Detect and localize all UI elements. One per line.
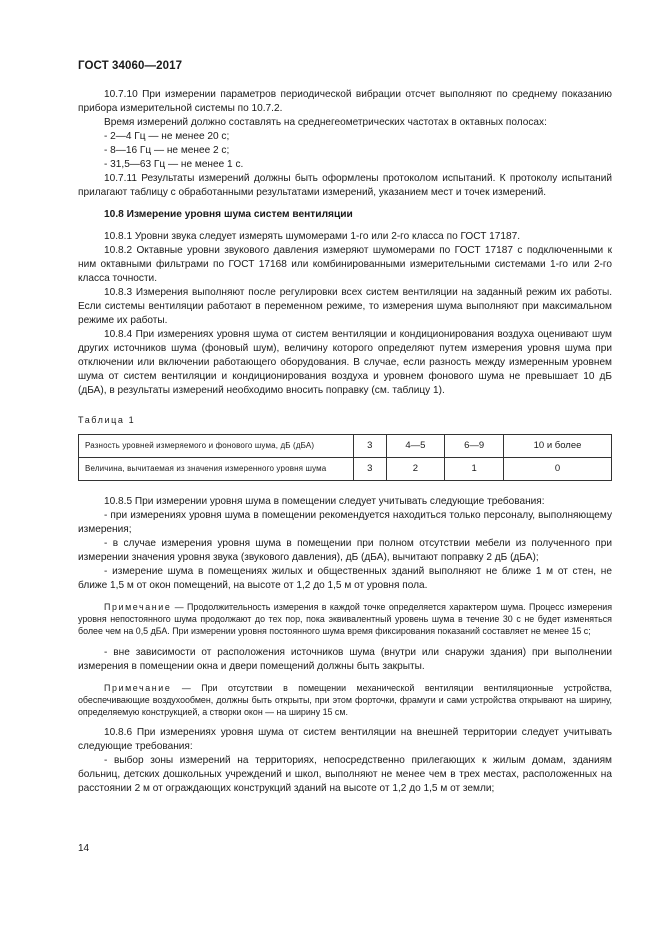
table-cell: 2: [386, 458, 445, 481]
list-item: - 31,5—63 Гц — не менее 1 с.: [104, 159, 244, 170]
table-cell: 0: [504, 458, 612, 481]
paragraph-10-8-6: 10.8.6 При измерениях уровня шума от систем вентиляции на внешней территории следует учитывать следующие требования:: [78, 727, 612, 753]
paragraph-10-7-10: 10.7.10 При измерении параметров периодической вибрации отсчет выполняют по среднему показанию прибора измерительной системы по 10.7.2.: [78, 89, 612, 114]
paragraph-10-8-5: 10.8.5 При измерении уровня шума в помещении следует учитывать следующие требования:: [104, 496, 545, 507]
table-cell: 3: [354, 458, 387, 481]
paragraph-10-8-3: 10.8.3 Измерения выполняют после регулировки всех систем вентиляции на заданный режим их работы. Если системы вентиляции работают в переменном режиме, то измерения шума выполняют при максимальном режиме их работы.: [78, 287, 612, 326]
page-number: 14: [78, 843, 90, 854]
table-row: [79, 435, 612, 458]
list-item: - измерение шума в помещениях жилых и общественных зданий выполняют не ближе 1 м от стен, не ближе 1,5 м от окон помещений, на высоте от 1,2 до 1,5 м от уровня пола.: [78, 566, 612, 591]
paragraph-10-7-11: 10.7.11 Результаты измерений должны быть оформлены протоколом испытаний. К протоколу испытаний прилагают таблицу с обработанными результатами измерений, указанием мест и точек измерений.: [78, 173, 612, 198]
note-text: Продолжительность измерения в каждой точке определяется характером шума. Процесс измерения уровня непостоянного шума продолжают до тех пор, пока эквивалентный уровень шума в течение 30 с не будет изменяться более чем на 0,5 дБА. При измерении уровня постоянного шума время фиксирования показаний составляет не менее 15 с;: [78, 602, 613, 637]
list-item: - в случае измерения уровня шума в помещении при полном отсутствии мебели из полученного при измерении значения уровня звука (звукового давления), дБ (дБА), вычитают поправку 2 дБ (дБА);: [78, 538, 612, 563]
table-cell: 6—9: [445, 435, 504, 458]
list-item: - выбор зоны измерений на территориях, непосредственно прилегающих к жилым домам, зданиям больниц, детских дошкольных учреждений и школ, выполняют не менее чем в трех местах, расположенных на расстоянии 2 м от ограждающих конструкций зданий на высоте от 1,2 до 1,5 м от земли;: [78, 755, 612, 795]
list-item: - 8—16 Гц — не менее 2 с;: [104, 145, 230, 156]
table-cell: 10 и более: [504, 435, 612, 458]
table-cell: 4—5: [386, 435, 445, 458]
note-dash: —: [171, 602, 187, 612]
table-cell-label: Величина, вычитаемая из значения измеренного уровня шума: [79, 458, 354, 481]
paragraph-measurement-time: Время измерений должно составлять на среднегеометрических частотах в октавных полосах:: [104, 117, 547, 128]
table-cell-label: Разность уровней измеряемого и фонового шума, дБ (дБА): [79, 435, 354, 458]
paragraph-10-8-4: 10.8.4 При измерениях уровня шума от систем вентиляции и кондиционирования воздуха оценивают шум других источников шума (фоновый шум), величину которого определяют путем измерения уровня шума при отключении или включении работающего оборудования. В случае, если разность между измеренным уровнем шума от систем вентиляции и кондиционирования воздуха и уровнем фонового шума не превышает 10 дБ (дБА), в результаты измерений необходимо вносить поправку (см. таблицу 1).: [78, 329, 612, 396]
note-dash: —: [171, 682, 202, 693]
table-caption: Таблица 1: [78, 415, 136, 425]
table-row: [79, 458, 612, 481]
table-cell: 1: [445, 458, 504, 481]
correction-table: [78, 434, 612, 481]
note: [78, 601, 612, 638]
note: [78, 682, 612, 719]
note-label: Примечание: [104, 682, 172, 693]
document-header: ГОСТ 34060—2017: [78, 60, 183, 72]
section-heading: 10.8 Измерение уровня шума систем вентиляции: [104, 209, 353, 220]
list-item: - при измерениях уровня шума в помещении рекомендуется находиться только персоналу, выполняющему измерения;: [78, 510, 612, 535]
document-body: [78, 88, 612, 796]
note-label: Примечание: [104, 602, 172, 612]
paragraph-10-8-1: 10.8.1 Уровни звука следует измерять шумомерами 1-го или 2-го класса по ГОСТ 17187.: [104, 231, 521, 242]
table-cell: 3: [354, 435, 387, 458]
list-item: - 2—4 Гц — не менее 20 с;: [104, 131, 230, 142]
list-item: - вне зависимости от расположения источников шума (внутри или снаружи здания) при выполнении измерения в помещении окна и двери помещений должны быть закрыты.: [78, 646, 612, 672]
paragraph-10-8-2: 10.8.2 Октавные уровни звукового давления измеряют шумомерами по ГОСТ 17187 с подключенными к ним октавными фильтрами по ГОСТ 17168 или комбинированными измерительными системами 1-го или 2-го класса точности.: [78, 245, 612, 284]
note-text: При отсутствии в помещении механической вентиляции вентиляционные устройства, обеспечивающие воздухообмен, должны быть открыты, при этом форточки, фрамуги и сами устройства открывают на ширину, определяемую конструкцией, а створки окон — на ширину 15 см.: [78, 682, 612, 718]
